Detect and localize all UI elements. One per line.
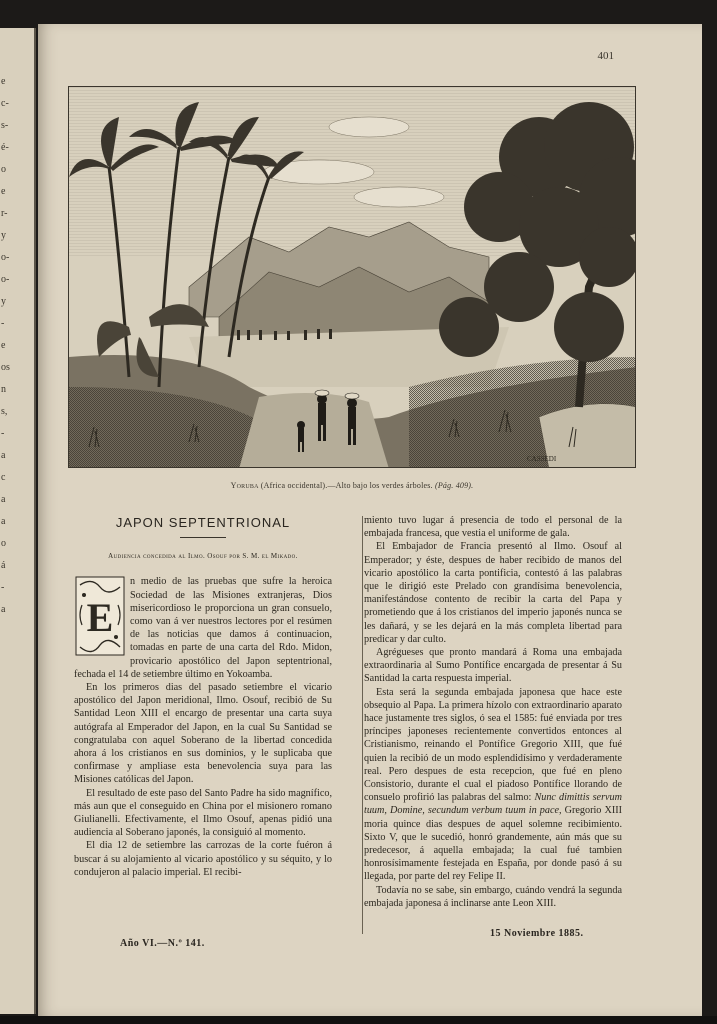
paragraph: Todavía no se sabe, sin embargo, cuándo vendrá la segunda embajada japonesa á inclinarse ante Leon XIII.	[364, 884, 622, 909]
caption-page-ref: (Pág. 409).	[434, 481, 474, 490]
title-rule	[180, 537, 226, 538]
paragraph-text: Esta será la segunda embajada japonesa que hace este obsequio al Papa. La primera hízolo con extraordinario aparato hace justamente tres siglos, ó sea el 1585: fué enviada por tres príncipes japoneses recientemente convertidos entonces al Cristianismo, reinando el Pontífice Gregorio XIII, que fué quien la recibió de un modo esplendidísimo y verdaderamente real. Pero despues de esta recepcion, que fué en pleno Consistorio, durante el cual el piadoso Pontífice llorando de consuelo profirió las palabras del salmo:	[364, 686, 622, 804]
previous-page-text-fragment: a	[1, 494, 6, 505]
previous-page-text-fragment: o-	[1, 274, 10, 285]
caption-place: Yoruba	[230, 481, 259, 490]
article-title: JAPON SEPTENTRIONAL	[115, 515, 291, 530]
previous-page-text-fragment: a	[1, 516, 6, 527]
previous-page-text-fragment: -	[1, 318, 5, 329]
left-column	[74, 514, 332, 879]
previous-page-text-fragment: os	[1, 362, 10, 373]
previous-page-text-fragment: é-	[1, 142, 9, 153]
paragraph: El resultado de este paso del Santo Padre ha sido magnífico, más aun que el conseguido en China por el misionero romano Giulianelli. Efectivamente, el Ilmo Osouf, apenas pidió una audiencia al Soberano japonés, la consiguió al momento.	[74, 787, 332, 839]
illustration-caption	[68, 481, 636, 490]
previous-page-text-fragment: o-	[1, 252, 10, 263]
column-divider	[362, 516, 363, 934]
previous-page-text-fragment: a	[1, 450, 6, 461]
previous-page-text-fragment: n	[1, 384, 6, 395]
paragraph: En los primeros dias del pasado setiembre el vicario apostólico del Japon meridional, Ilmo. Osouf, recibió de Su Santidad Leon XIII el encargo de presentar una carta suya autógrafa al Emperador del Japon, en la cual Su Santidad se congratulaba con aquel Soberano de la libertad concedida ahora á los cristianos en sus dominios, y le suplicaba que confirmase y ampliase esta benevolencia suya para las Misiones católicas del Japon.	[74, 682, 332, 786]
paragraph: Agrégueses que pronto mandará á Roma una embajada extraordinaria al Sumo Pontífice encargada de presentar á Su Santidad la carta respuesta imperial.	[364, 647, 622, 685]
article-subtitle: Audiencia concedida al Ilmo. Osouf por S. M. el Mikado.	[108, 552, 298, 561]
previous-page-text-fragment: y	[1, 230, 6, 241]
previous-page-text-fragment: s-	[1, 120, 9, 131]
paragraph: El Embajador de Francia presentó al Ilmo. Osouf al Emperador; y éste, despues de haber recibido de manos del vicario apostólico la carta pontificia, contestó á las palabras que le dirigió este Prelado con grandísima benevolencia, manifestándose contento de recibir la carta del Papa y prometiendo que á los cristianos del imperio japonés nunca se les dañará, y se les dejará en la más completa libertad para predicar y dar culto.	[364, 541, 622, 645]
engraver-signature: CASSEDI	[527, 455, 557, 463]
paragraph: miento tuvo lugar á presencia de todo el personal de la embajada francesa, que vestia el uniforme de gala.	[364, 515, 622, 540]
previous-page-text-fragment: a	[1, 604, 6, 615]
previous-page-text-fragment: á	[1, 560, 6, 571]
previous-page-text-fragment: e	[1, 340, 6, 351]
paragraph	[364, 686, 622, 884]
paragraph: n medio de las pruebas que sufre la heroica Sociedad de las Misiones extranjeras, Dios misericordioso le proporciona un gran consuelo, como van á ver nuestros lectores por el resúmen de las noticias que damos á continuacion, tomadas en parte de una carta del Rdo. Midon, provicario apostólico del Japon septentrional, fechada el 14 de setiembre último en Yokoamba.	[74, 576, 332, 680]
issue-number: Año VI.—N.º 141.	[120, 938, 205, 949]
previous-page-text-fragment: s,	[1, 406, 8, 417]
previous-page-text-fragment: e	[1, 76, 6, 87]
previous-page-text-fragment: o	[1, 164, 6, 175]
engraving-illustration	[68, 86, 636, 468]
ornamental-dropcap	[74, 575, 126, 659]
paragraph-text: Gregorio XIII moria quince dias despues de aquel solemne recibimiento. Sixto V, que le sucedió, honró grandemente, aún más que su predecesor, á aquella embajada; la cual fué tambien honrosísimamente festejada en España, por donde pasó á su llegada, por parte del rey Felipe II.	[364, 805, 623, 883]
latin-quote: Nunc dimittis servum tuum, Domine, secundum verbum tuum in pace,	[364, 792, 623, 817]
magazine-page	[38, 24, 702, 1016]
previous-page-text-fragment: -	[1, 582, 5, 593]
paragraph: El dia 12 de setiembre las carrozas de la corte fuéron á buscar á su alojamiento al vicario apostólico y su séquito, y lo condujeron al palacio imperial. El recibi-	[74, 840, 332, 878]
right-column	[364, 514, 622, 910]
previous-page-text-fragment: c	[1, 472, 6, 483]
previous-page-text-fragment: e	[1, 186, 6, 197]
page-number: 401	[597, 50, 614, 62]
previous-page-text-fragment: -	[1, 428, 5, 439]
previous-page-text-fragment: c-	[1, 98, 9, 109]
previous-page-text-fragment: r-	[1, 208, 8, 219]
previous-page-text-fragment: y	[1, 296, 6, 307]
scan-border	[0, 1016, 717, 1024]
previous-page-text-fragment: o	[1, 538, 6, 549]
caption-text: (Africa occidental).—Alto bajo los verdes árboles.	[258, 481, 435, 490]
issue-date: 15 Noviembre 1885.	[490, 928, 584, 939]
dropcap-letter: E	[86, 595, 114, 641]
previous-page-edge	[0, 28, 36, 1014]
